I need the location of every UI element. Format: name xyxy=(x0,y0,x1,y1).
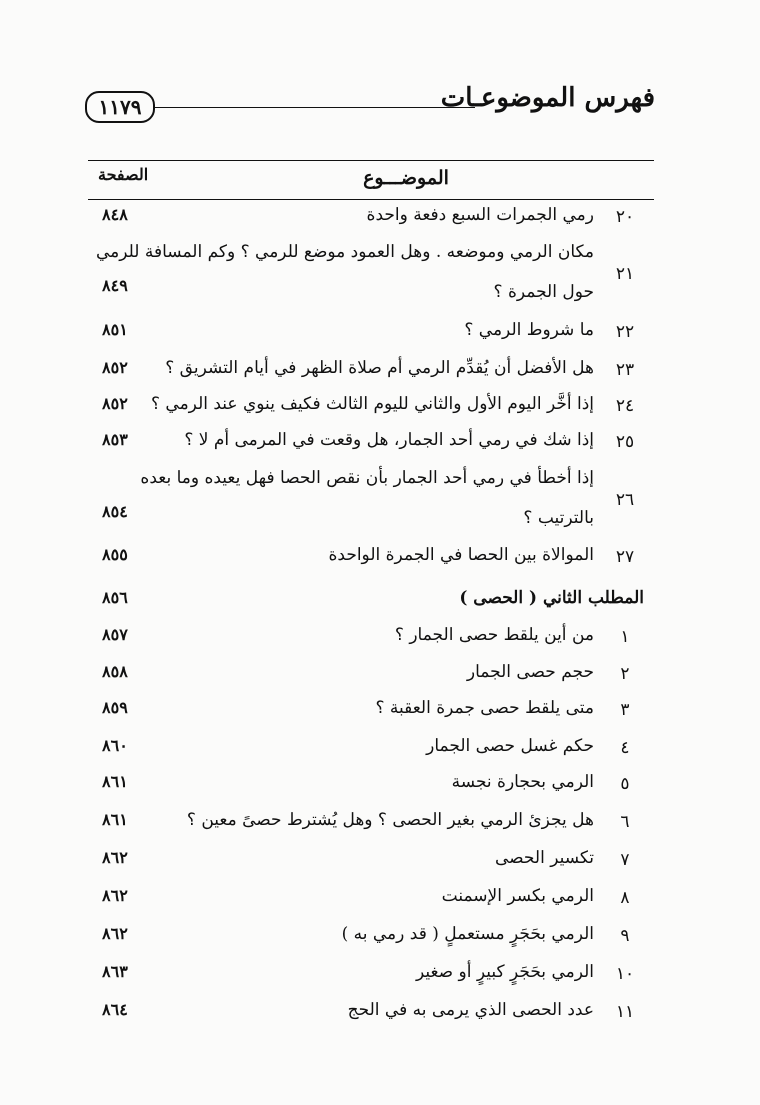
toc-row xyxy=(88,468,654,538)
entry-page-number: ٨٤٩ xyxy=(102,276,128,295)
entry-title: رمي الجمرات السبع دفعة واحدة xyxy=(366,205,594,225)
column-page: الصفحة xyxy=(98,165,149,184)
page-title: فهرس الموضوعـات xyxy=(440,83,655,113)
entry-number: ٢٠ xyxy=(615,207,635,227)
entry-number: ٨ xyxy=(620,888,630,908)
toc-row xyxy=(88,886,654,918)
toc-row xyxy=(88,1000,654,1032)
entry-title: مكان الرمي وموضعه . وهل العمود موضع للرمي ؟ وكم المسافة للرمي xyxy=(96,242,594,262)
entry-number: ٢٥ xyxy=(615,432,635,452)
toc-row xyxy=(88,662,654,694)
entry-page-number: ٨٥٩ xyxy=(102,698,128,717)
entry-page-number: ٨٦١ xyxy=(102,772,128,791)
entry-page-number: ٨٥٢ xyxy=(102,394,128,413)
entry-page-number: ٨٥٦ xyxy=(102,588,128,607)
entry-title: حكم غسل حصى الجمار xyxy=(426,736,594,756)
toc-section-heading xyxy=(88,588,654,620)
toc-row xyxy=(88,698,654,730)
entry-number: ١١ xyxy=(615,1002,635,1022)
entry-page-number: ٨٥٧ xyxy=(102,625,128,644)
entry-title: إذا أخطأ في رمي أحد الجمار بأن نقص الحصا فهل يعيده وما بعده xyxy=(140,468,594,488)
toc-row xyxy=(88,394,654,426)
entry-page-number: ٨٤٨ xyxy=(102,205,128,224)
entry-number: ٢٢ xyxy=(615,322,635,342)
column-header xyxy=(88,160,654,200)
entry-number: ٢ xyxy=(620,664,630,684)
entry-number: ٤ xyxy=(620,738,630,758)
entry-page-number: ٨٥٤ xyxy=(102,502,128,521)
toc-row xyxy=(88,962,654,994)
entry-number: ٦ xyxy=(620,812,630,832)
entry-title: تكسير الحصى xyxy=(495,848,594,868)
entry-title: حجم حصى الجمار xyxy=(466,662,594,682)
entry-title: هل الأفضل أن يُقدِّم الرمي أم صلاة الظهر في أيام التشريق ؟ xyxy=(165,358,594,378)
entry-title-continued: حول الجمرة ؟ xyxy=(493,282,594,302)
toc-row xyxy=(88,545,654,577)
page-number-badge: ١١٧٩ xyxy=(85,91,155,123)
entry-title: ما شروط الرمي ؟ xyxy=(464,320,594,340)
entry-title: الرمي بحجارة نجسة xyxy=(451,772,594,792)
entry-title: الرمي بكسر الإسمنت xyxy=(441,886,594,906)
toc-row xyxy=(88,205,654,237)
toc-row xyxy=(88,924,654,956)
entry-page-number: ٨٦٢ xyxy=(102,848,128,867)
entry-page-number: ٨٥٨ xyxy=(102,662,128,681)
header-rule xyxy=(147,107,475,108)
entry-title: الرمي بحَجَرٍ مستعملٍ ( قد رمي به ) xyxy=(341,924,594,944)
entry-number: ٢٣ xyxy=(615,360,635,380)
entry-title: الموالاة بين الحصا في الجمرة الواحدة xyxy=(328,545,594,565)
entry-number: ١٠ xyxy=(615,964,635,984)
toc-row xyxy=(88,625,654,657)
entry-number: ٢٧ xyxy=(615,547,635,567)
entry-number: ٧ xyxy=(620,850,630,870)
entry-number: ٩ xyxy=(620,926,630,946)
toc-row xyxy=(88,358,654,390)
entry-number: ١ xyxy=(620,627,630,647)
toc-row xyxy=(88,848,654,880)
column-topic: الموضـــوع xyxy=(363,167,449,189)
entry-number: ٥ xyxy=(620,774,630,794)
entry-number: ٢١ xyxy=(615,264,635,284)
toc-row xyxy=(88,772,654,804)
entry-number: ٣ xyxy=(620,700,630,720)
toc-row xyxy=(88,810,654,842)
toc-row xyxy=(88,430,654,462)
toc-row xyxy=(88,242,654,312)
entry-page-number: ٨٦١ xyxy=(102,810,128,829)
section-title: المطلب الثاني ( الحصى ) xyxy=(459,588,644,608)
entry-title: هل يجزئ الرمي بغير الحصى ؟ وهل يُشترط حصىً معين ؟ xyxy=(186,810,594,830)
entry-number: ٢٤ xyxy=(615,396,635,416)
entry-page-number: ٨٥٣ xyxy=(102,430,128,449)
entry-page-number: ٨٦٢ xyxy=(102,924,128,943)
entry-title: الرمي بحَجَرٍ كبيرٍ أو صغير xyxy=(415,962,594,982)
entry-page-number: ٨٦٢ xyxy=(102,886,128,905)
entry-page-number: ٨٦٣ xyxy=(102,962,128,981)
entry-title: من أين يلقط حصى الجمار ؟ xyxy=(394,625,594,645)
entry-page-number: ٨٦٤ xyxy=(102,1000,128,1019)
page-header xyxy=(85,85,655,125)
toc-row xyxy=(88,736,654,768)
entry-title: إذا شك في رمي أحد الجمار، هل وقعت في المرمى أم لا ؟ xyxy=(184,430,594,450)
entry-page-number: ٨٥٢ xyxy=(102,358,128,377)
entry-title: إذا أخَّر اليوم الأول والثاني لليوم الثالث فكيف ينوي عند الرمي ؟ xyxy=(150,394,594,414)
entry-page-number: ٨٦٠ xyxy=(102,736,128,755)
entry-page-number: ٨٥١ xyxy=(102,320,128,339)
entry-title: متى يلقط حصى جمرة العقبة ؟ xyxy=(375,698,594,718)
entry-title-continued: بالترتيب ؟ xyxy=(523,508,594,528)
entry-page-number: ٨٥٥ xyxy=(102,545,128,564)
toc-row xyxy=(88,320,654,352)
entry-number: ٢٦ xyxy=(615,490,635,510)
entry-title: عدد الحصى الذي يرمى به في الحج xyxy=(347,1000,594,1020)
